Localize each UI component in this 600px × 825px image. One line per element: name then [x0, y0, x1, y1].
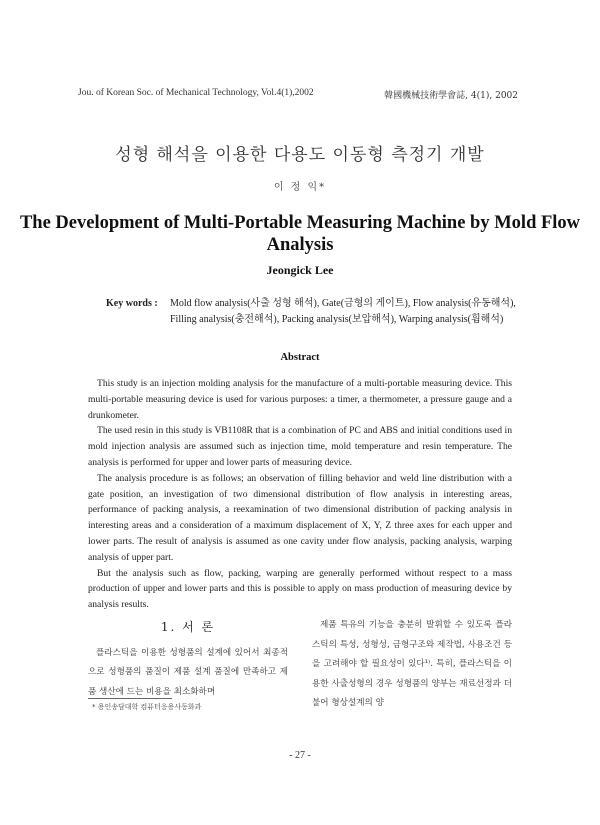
author-english: Jeongick Lee [266, 263, 334, 277]
keywords-block [106, 296, 516, 328]
paper-title-english: The Development of Multi-Portable Measuring Machine by Mold Flow Analysis [19, 213, 581, 255]
abstract-paragraph: But the analysis such as flow, packing, warping are generally performed without respect to a mass production of upper and lower parts and this is possible to apply on mass production of measuring device by analysis results. [88, 567, 512, 611]
section-heading-introduction: 1. 서 론 [160, 620, 216, 634]
footnote-divider [88, 698, 172, 699]
affiliation-footnote: * 용인송담대학 컴퓨터응용사동화과 [92, 703, 202, 711]
author-korean: 이 정 익* [273, 182, 327, 193]
paper-title-korean: 성형 해석을 이용한 다용도 이동형 측정기 개발 [115, 145, 485, 165]
intro-left-column [88, 618, 288, 702]
intro-right-text: 제품 특유의 기능을 충분히 발휘할 수 있도록 플라스틱의 특성, 성형성, 금형구조와 제작법, 사용조건 등을 고려해야 할 필요성이 있다¹⁾. 특히, 플라스틱을 이용한 사출성형의 경우 성형품의 양부는 재료선정과 더불어 형상설계의 양 [312, 620, 512, 708]
abstract-paragraph: The analysis procedure is as follows; an observation of filling behavior and weld line distribution with a gate position, an investigation of two dimensional distribution of flow analysis in interesting areas, performance of packing analysis, a reexamination of two dimensional distribution of packing analysis in interesting areas and a consideration of a maximum displacement of X, Y, Z three axes for each upper and lower parts. The result of analysis is assumed as one cavity under flow analysis, packing analysis, warping analysis of upper part. [88, 472, 512, 563]
page-number: - 27 - [289, 750, 311, 761]
keywords-text: Mold flow analysis(사출 성형 해석), Gate(금형의 게이트), Flow analysis(유동해석), Filling analysis(충전해석), Packing analysis(보압해석), Warping analysis(휨해석) [170, 298, 516, 325]
abstract-heading: Abstract [280, 352, 320, 363]
journal-header-korean: 韓國機械技術學會誌, 4(1), 2002 [384, 91, 518, 101]
intro-left-text: 플라스틱을 이용한 성형품의 설계에 있어서 최종적으로 성형품의 품질이 제품 설계 품질에 만족하고 제품 생산에 드는 비용을 최소화하며 [88, 647, 288, 697]
abstract-paragraph: This study is an injection molding analysis for the manufacture of a multi-portable measuring device. This multi-portable measuring device is used for various purposes: a timer, a thermometer, a pressure gauge and a drunkometer. [88, 378, 512, 421]
journal-header-english: Jou. of Korean Soc. of Mechanical Technology, Vol.4(1),2002 [78, 88, 314, 98]
intro-right-column [312, 616, 512, 714]
abstract-paragraph: The used resin in this study is VB1108R that is a combination of PC and ABS and initial conditions used in mold injection analysis are assumed such as injection time, mold temperature and resin temperature. The analysis is performed for upper and lower parts of measuring device. [88, 425, 512, 468]
abstract-body [88, 376, 512, 613]
keywords-label: Key words : [106, 298, 158, 309]
